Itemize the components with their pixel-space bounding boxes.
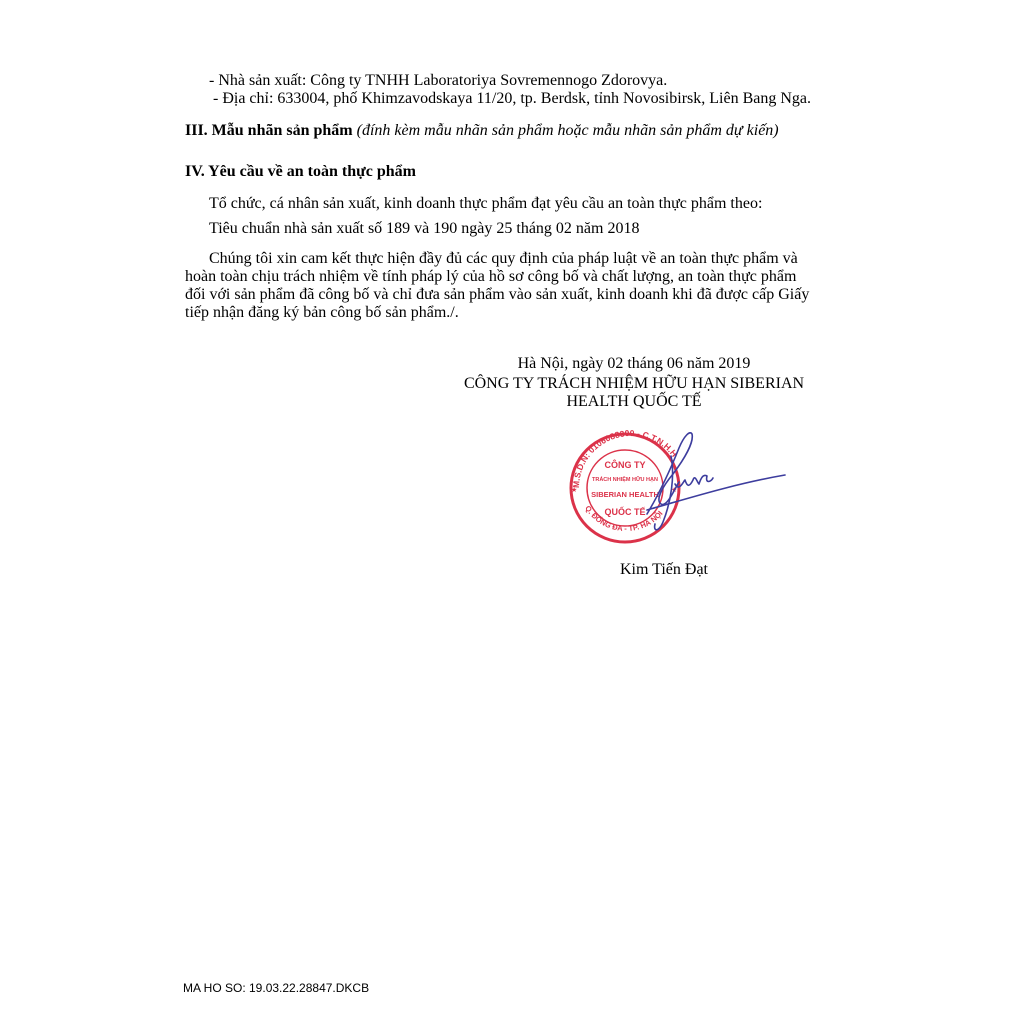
commitment-line: Chúng tôi xin cam kết thực hiện đầy đủ các quy định của pháp luật về an toàn thực phẩm và [209, 250, 798, 267]
company-name-line-1: CÔNG TY TRÁCH NHIỆM HỮU HẠN SIBERIAN [463, 375, 805, 392]
section-4-paragraph-2: Tiêu chuẩn nhà sản xuất số 189 và 190 ngày 25 tháng 02 năm 2018 [209, 220, 640, 237]
commitment-line: đối với sản phẩm đã công bố và chỉ đưa sản phẩm vào sản xuất, kinh doanh khi đã được cấp Giấy [185, 286, 810, 303]
company-name-line-2: HEALTH QUỐC TẾ [566, 393, 702, 410]
seal-inner-line-2: TRÁCH NHIỆM HỮU HẠN [592, 477, 658, 483]
seal-outer-text: M.S.D.N: 0106088300 - C.T.N.H.H [570, 427, 680, 489]
commitment-line: hoàn toàn chịu trách nhiệm về tính pháp lý của hồ sơ công bố và chất lượng, an toàn thực phẩm [185, 268, 797, 285]
section-4-heading: IV. Yêu cầu về an toàn thực phẩm [185, 163, 416, 180]
section-3 [185, 122, 779, 140]
section-3-note: (đính kèm mẫu nhãn sản phẩm hoặc mẫu nhãn sản phẩm dự kiến) [356, 122, 779, 139]
seal-inner-line-4: QUỐC TẾ [604, 507, 646, 517]
place-date: Hà Nội, ngày 02 tháng 06 năm 2019 [517, 355, 751, 372]
seal-left-star: ★ [571, 487, 578, 494]
seal-inner-line-1: CÔNG TY [604, 460, 646, 470]
record-code: MA HO SO: 19.03.22.28847.DKCB [183, 981, 370, 995]
commitment-line: tiếp nhận đăng ký bản công bố sản phẩm./. [185, 304, 459, 321]
section-3-heading: III. Mẫu nhãn sản phẩm [185, 122, 353, 139]
company-seal-and-signature [563, 422, 789, 554]
section-4-paragraph-1: Tổ chức, cá nhân sản xuất, kinh doanh thực phẩm đạt yêu cầu an toàn thực phẩm theo: [209, 195, 763, 212]
seal-inner-line-3: SIBERIAN HEALTH [591, 490, 659, 499]
manufacturer-address: - Địa chỉ: 633004, phố Khimzavodskaya 11/20, tp. Berdsk, tỉnh Novosibirsk, Liên Bang Nga. [213, 90, 811, 107]
seal-bottom-text: Q. ĐỐNG ĐA - TP. HÀ NỘI [583, 503, 665, 534]
manufacturer-name: - Nhà sản xuất: Công ty TNHH Laboratoriya Sovremennogo Zdorovya. [209, 72, 668, 89]
signer-name: Kim Tiến Đạt [619, 561, 708, 578]
seal-right-star: ★ [671, 487, 678, 494]
seal-graphic [563, 422, 789, 554]
